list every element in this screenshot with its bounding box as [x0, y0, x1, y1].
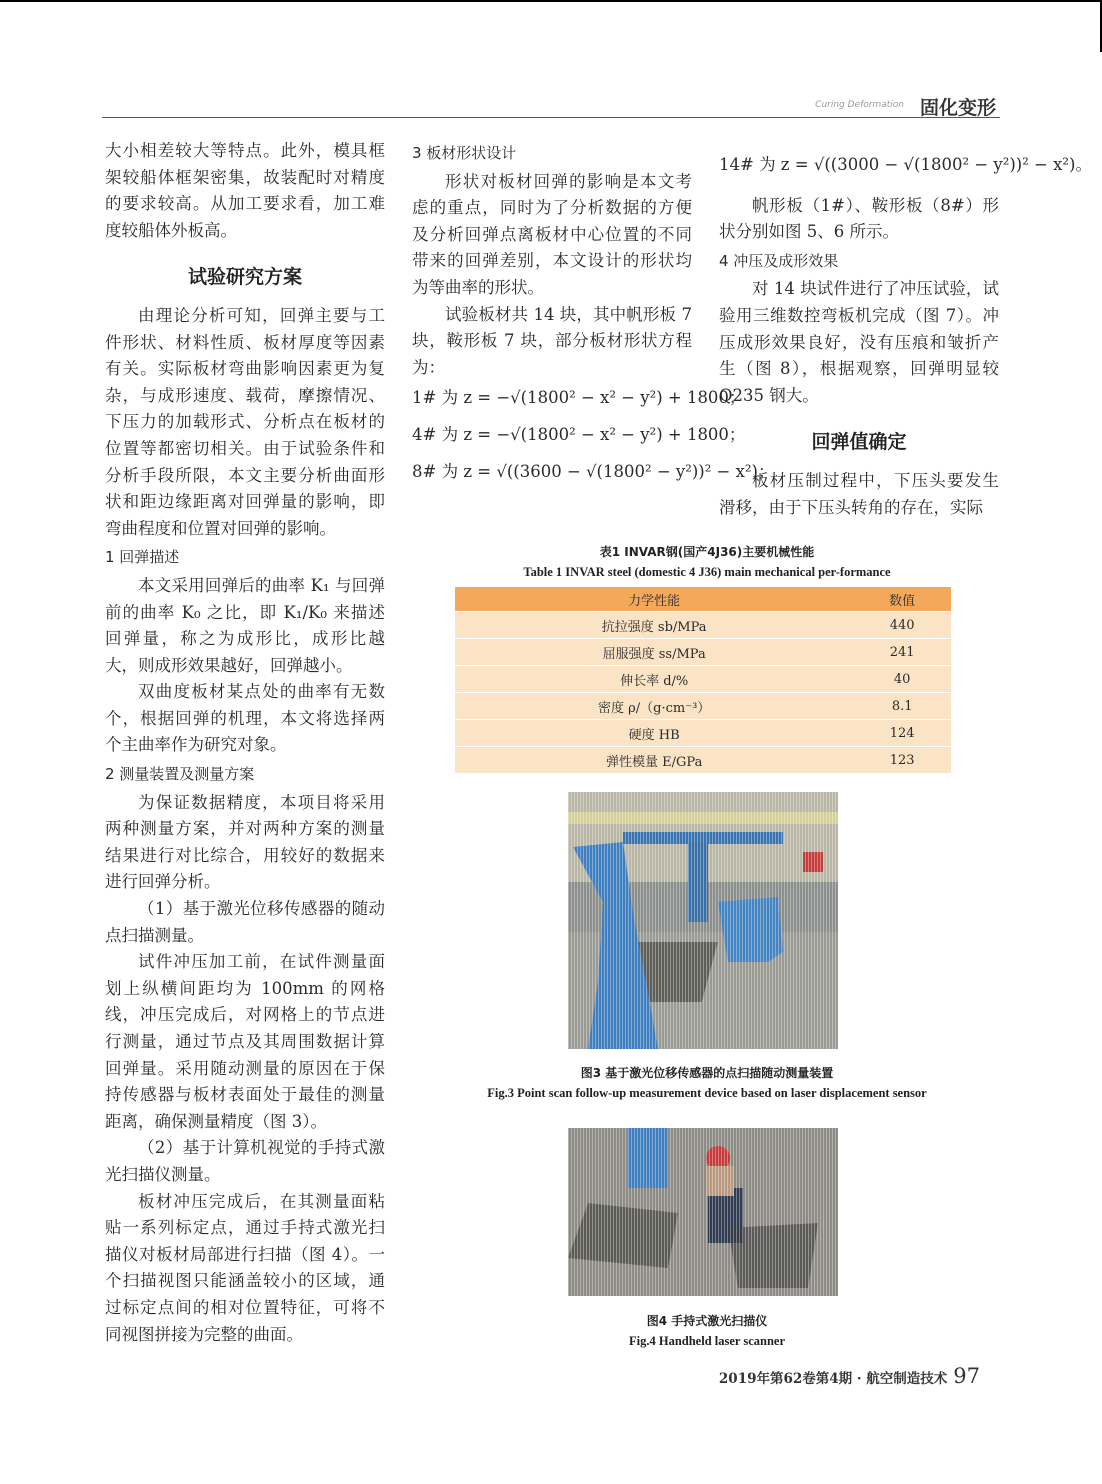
table-row	[455, 612, 951, 639]
table-header: 数值	[853, 587, 951, 612]
table-cell: 123	[853, 747, 951, 774]
section-heading: 回弹值确定	[811, 431, 907, 454]
figure-4-caption-cn: 图4 手持式激光扫描仪	[646, 1314, 768, 1328]
table-cell: 40	[853, 666, 951, 693]
table-cell: 124	[853, 720, 951, 747]
table-cell: 伸长率 d/%	[455, 666, 853, 693]
column-3	[719, 148, 1092, 521]
table-cell: 440	[853, 612, 951, 639]
table-cell: 屈服强度 ss/MPa	[455, 639, 853, 666]
paragraph: 板材压制过程中，下压头要发生滑移，由于下压头转角的存在，实际	[719, 470, 999, 517]
scanner-photo-illustration	[568, 1128, 838, 1296]
equation: 14# 为 z = √((3000 − √(1800² − y²))² − x²)。	[719, 155, 1092, 174]
header-en: Curing Deformation	[815, 100, 904, 110]
table-cell: 硬度 HB	[455, 720, 853, 747]
figure-3-caption-en: Fig.3 Point scan follow-up measurement device based on laser displacement sensor	[487, 1086, 927, 1100]
paragraph: （1）基于激光位移传感器的随动点扫描测量。	[105, 899, 385, 945]
paragraph: 由理论分析可知，回弹主要与工件形状、材料性质、板材厚度等因素有关。实际板材弯曲影响因素更为复杂，与成形速度、载荷，摩擦情况、下压力的加载形式、分析点在板材的位置等都密切相关。由于试验条件和分析手段所限，本文主要分析曲面形状和距边缘距离对回弹量的影响，即弯曲程度和位置对回弹的影响。	[105, 305, 385, 538]
table-header: 力学性能	[455, 587, 853, 612]
paragraph: 形状对板材回弹的影响是本文考虑的重点，同时为了分析数据的方便及分析回弹点离板材中心位置的不同带来的回弹差别，本文设计的形状均为等曲率的形状。	[412, 171, 692, 297]
page-footer	[719, 1364, 980, 1388]
paragraph: （2）基于计算机视觉的手持式激光扫描仪测量。	[105, 1138, 385, 1184]
footer-journal: 2019年第62卷第4期 · 航空制造技术	[718, 1371, 948, 1387]
mechanical-properties-table	[455, 587, 951, 773]
paragraph: 试件冲压加工前，在试件测量面划上纵横间距均为 100mm 的网格线，冲压完成后，对网格上的节点进行测量，通过节点及其周围数据计算回弹量。采用随动测量的原因在于保持传感器与板材表面处于最佳的测量距离，确保测量精度（图 3）。	[105, 952, 385, 1131]
table-row	[455, 639, 951, 666]
table-cell: 抗拉强度 sb/MPa	[455, 612, 853, 639]
figure-3-caption-cn: 图3 基于激光位移传感器的点扫描随动测量装置	[580, 1066, 834, 1080]
figure-4-photo	[568, 1128, 838, 1296]
figure-3-photo	[568, 792, 838, 1049]
paragraph: 帆形板（1#）、鞍形板（8#）形状分别如图 5、6 所示。	[719, 195, 999, 242]
subsection-heading: 4 冲压及成形效果	[719, 251, 839, 270]
paragraph: 本文采用回弹后的曲率 K₁ 与回弹前的曲率 K₀ 之比，即 K₁/K₀ 来描述回弹量，称之为成形比，成形比越大，则成形效果越好，回弹越小。	[105, 575, 385, 675]
table-row	[455, 666, 951, 693]
table-row	[455, 693, 951, 720]
column-1	[105, 138, 385, 1348]
crop-mark-top	[0, 0, 1102, 2]
table-caption-cn: 表1 INVAR钢(国产4J36)主要机械性能	[599, 545, 815, 559]
paragraph: 为保证数据精度，本项目将采用两种测量方案，并对两种方案的测量结果进行对比综合，用较好的数据来进行回弹分析。	[105, 792, 385, 892]
running-header	[102, 97, 1000, 118]
page-number: 97	[953, 1364, 980, 1388]
subsection-heading: 2 测量装置及测量方案	[105, 765, 255, 784]
subsection-heading: 1 回弹描述	[105, 548, 180, 567]
table-cell: 8.1	[853, 693, 951, 720]
header-cn: 固化变形	[919, 97, 996, 119]
equation: 4# 为 z = −√(1800² − x² − y²) + 1800；	[412, 424, 746, 444]
paragraph: 对 14 块试件进行了冲压试验，试验用三维数控弯板机完成（图 7）。冲压成形效果良好，没有压痕和皱折产生（图 8），根据观察，回弹明显较 Q235 钢大。	[719, 279, 999, 405]
figure-4-caption-en: Fig.4 Handheld laser scanner	[628, 1334, 786, 1348]
section-heading: 试验研究方案	[187, 266, 302, 289]
machine-photo-illustration	[568, 792, 838, 1049]
paragraph: 板材冲压完成后，在其测量面粘贴一系列标定点，通过手持式激光扫描仪对板材局部进行扫描（图 4）。一个扫描视图只能涵盖较小的区域，通过标定点间的相对位置特征，可将不同视图拼接为完整的曲面。	[105, 1191, 385, 1344]
table-row	[455, 720, 951, 747]
subsection-heading: 3 板材形状设计	[412, 144, 517, 162]
table-caption-en: Table 1 INVAR steel (domestic 4 J36) main mechanical per-formance	[523, 565, 891, 579]
paragraph: 大小相差较大等特点。此外，模具框架较船体框架密集，故装配时对精度的要求较高。从加工要求看，加工难度较船体外板高。	[105, 141, 385, 240]
equation: 8# 为 z = √((3600 − √(1800² − y²))² − x²)；	[412, 461, 775, 481]
column-2	[412, 138, 775, 495]
table-cell: 弹性模量 E/GPa	[455, 747, 853, 774]
table-row	[455, 747, 951, 774]
table-cell: 241	[853, 639, 951, 666]
table-cell: 密度 ρ/（g·cm⁻³）	[455, 693, 853, 720]
paragraph: 双曲度板材某点处的曲率有无数个，根据回弹的机理，本文将选择两个主曲率作为研究对象。	[105, 682, 385, 755]
equation: 1# 为 z = −√(1800² − x² − y²) + 1800；	[412, 388, 746, 408]
paragraph: 试验板材共 14 块，其中帆形板 7 块，鞍形板 7 块，部分板材形状方程为：	[412, 304, 692, 377]
